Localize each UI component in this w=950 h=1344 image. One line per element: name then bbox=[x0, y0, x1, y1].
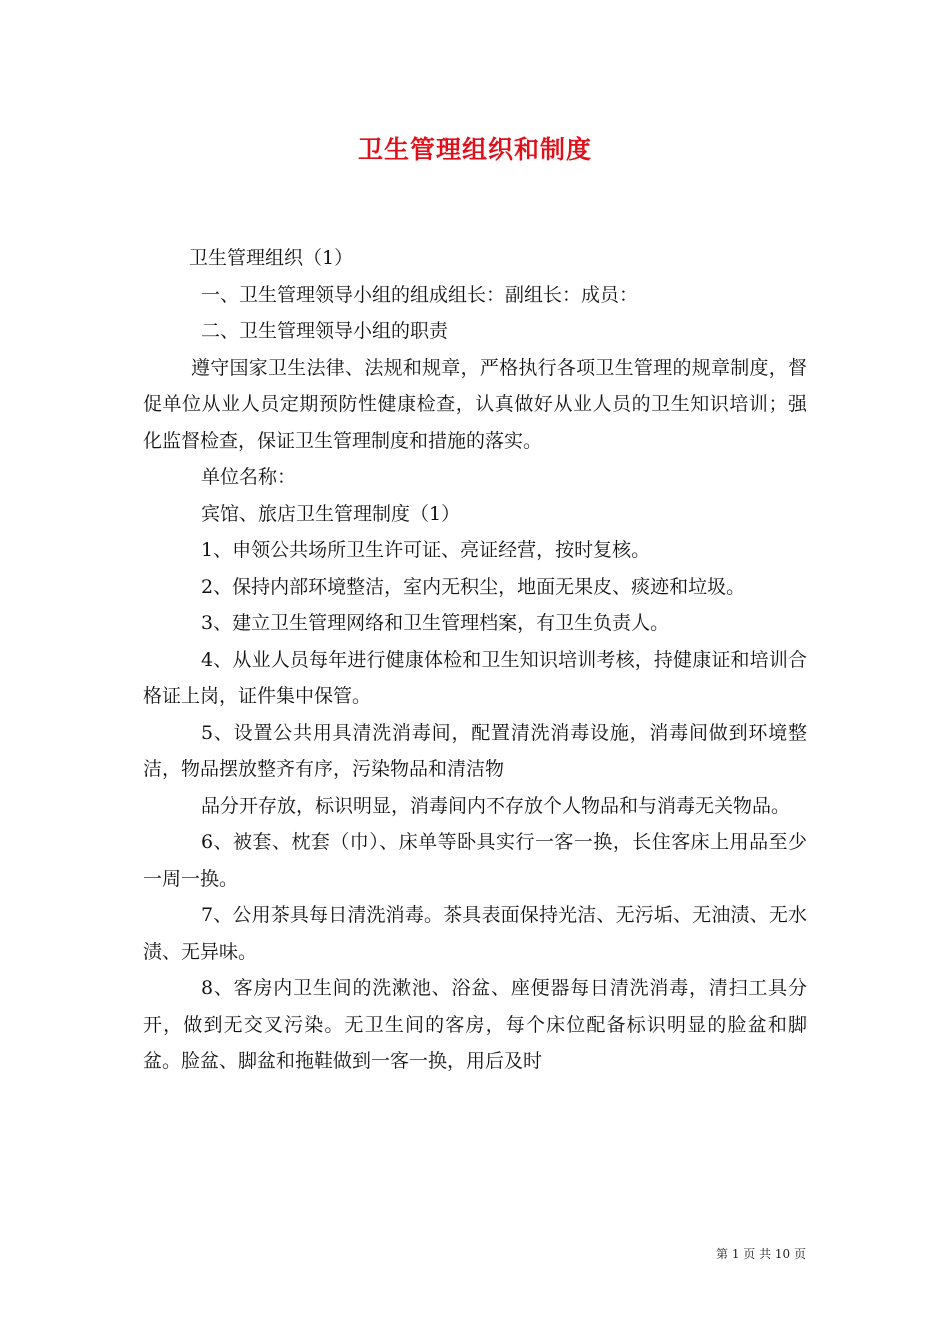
paragraph-regulation-heading: 宾馆、旅店卫生管理制度（1） bbox=[201, 502, 461, 525]
paragraph-org-heading: 卫生管理组织（1） bbox=[189, 247, 354, 269]
paragraph-item-7: 7、公用茶具每日清洗消毒。茶具表面保持光洁、无污垢、无油渍、无水渍、无异味。 bbox=[143, 904, 807, 963]
paragraph-item-6: 6、被套、枕套（巾）、床单等卧具实行一客一换，长住客床上用品至少一周一换。 bbox=[143, 831, 807, 890]
paragraph-item-8: 8、客房内卫生间的洗漱池、浴盆、座便器每日清洗消毒，清扫工具分开，做到无交叉污染。无卫生间的客房，每个床位配备标识明显的脸盆和脚盆。脸盆、脚盆和拖鞋做到一客一换，用后及时 bbox=[143, 977, 807, 1072]
document-body bbox=[143, 240, 807, 1080]
document-title: 卫生管理组织和制度 bbox=[357, 135, 592, 164]
paragraph-item-1: 1、申领公共场所卫生许可证、亮证经营，按时复核。 bbox=[201, 539, 651, 561]
page-number-footer: 第 1 页 共 10 页 bbox=[716, 1247, 806, 1261]
paragraph-item-5: 5、设置公共用具清洗消毒间，配置清洗消毒设施，消毒间做到环境整洁，物品摆放整齐有序，污染物品和清洁物 bbox=[143, 721, 807, 780]
paragraph-item-5-continued: 品分开存放，标识明显，消毒间内不存放个人物品和与消毒无关物品。 bbox=[201, 794, 791, 817]
paragraph-leadership-group: 一、卫生管理领导小组的组成组长：副组长：成员： bbox=[201, 283, 639, 306]
paragraph-item-2: 2、保持内部环境整洁，室内无积尘，地面无果皮、痰迹和垃圾。 bbox=[201, 575, 746, 598]
paragraph-duties-heading: 二、卫生管理领导小组的职责 bbox=[201, 320, 449, 342]
paragraph-duties: 遵守国家卫生法律、法规和规章，严格执行各项卫生管理的规章制度，督促单位从业人员定期预防性健康检查，认真做好从业人员的卫生知识培训；强化监督检查，保证卫生管理制度和措施的落实。 bbox=[143, 356, 807, 452]
paragraph-unit-name: 单位名称： bbox=[201, 466, 297, 488]
paragraph-item-3: 3、建立卫生管理网络和卫生管理档案，有卫生负责人。 bbox=[201, 612, 670, 634]
paragraph-item-4: 4、从业人员每年进行健康体检和卫生知识培训考核，持健康证和培训合格证上岗，证件集中保管。 bbox=[143, 648, 807, 707]
